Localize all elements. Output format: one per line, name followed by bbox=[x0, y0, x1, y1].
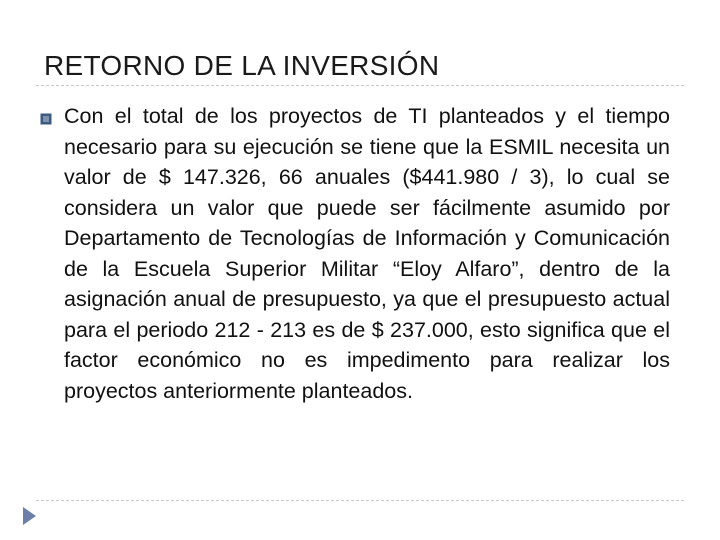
title-divider bbox=[36, 85, 684, 86]
slide-title: RETORNO DE LA INVERSIÓN bbox=[44, 50, 440, 81]
nav-arrow-icon[interactable] bbox=[20, 505, 38, 527]
footer-divider bbox=[36, 500, 684, 501]
body-paragraph: Con el total de los proyectos de TI planteados y el tiempo necesario para su ejecución se tiene que la ESMIL necesita un valor de $ 147.326, 66 anuales ($441.980 / 3), lo cual se considera un valor que puede ser fácilmente asumido por Departamento de Tecnologías de Información y Comunicación de la Escuela Superior Militar “Eloy Alfaro”, dentro de la asignación anual de presupuesto, ya que el presupuesto actual para el periodo 212 - 213 es de $ 237.000, esto significa que el factor económico no es impedimento para realizar los proyectos anteriormente planteados. bbox=[64, 104, 670, 403]
square-bullet-icon bbox=[40, 112, 52, 124]
